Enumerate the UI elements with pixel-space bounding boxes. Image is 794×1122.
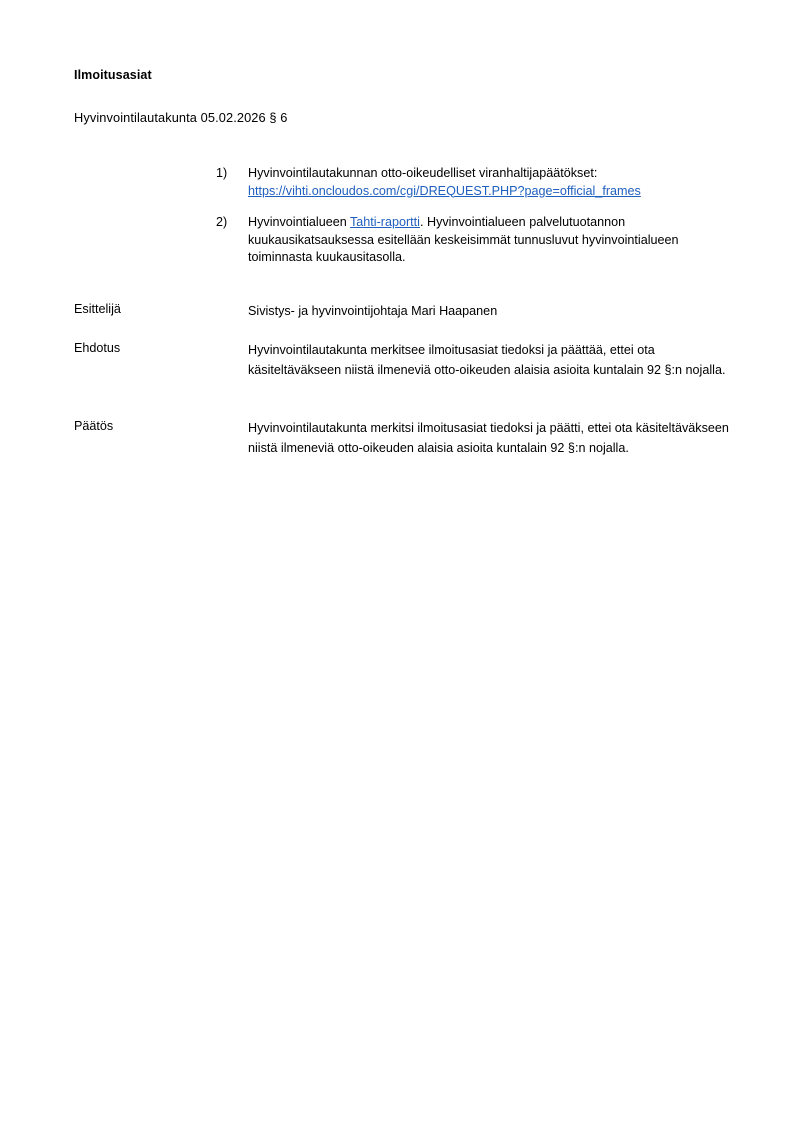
list-item — [216, 165, 744, 200]
page-title: Ilmoitusasiat — [74, 68, 152, 82]
section-label: Päätös — [74, 419, 114, 433]
decision-register-link[interactable]: https://vihti.oncloudos.com/cgi/DREQUEST.PHP?page=official_frames — [248, 183, 641, 198]
tahti-raportti-link[interactable]: Tahti-raportti — [349, 215, 420, 229]
section-label: Ehdotus — [74, 341, 121, 355]
section-body: Hyvinvointilautakunta merkitsee ilmoitusasiat tiedoksi ja päättää, ettei ota käsiteltäväkseen niistä ilmeneviä otto-oikeuden alaisia asioita kuntalain 92 §:n nojalla. — [248, 343, 726, 377]
document-subtitle: Hyvinvointilautakunta 05.02.2026 § 6 — [74, 110, 288, 125]
list-item-text: Hyvinvointilautakunnan otto-oikeudelliset viranhaltijapäätökset: — [248, 166, 598, 180]
list-item-number: 2) — [216, 215, 228, 229]
list-item-text-after: . Hyvinvointialueen palvelutuotannon kuukausikatsauksessa esitellään keskeisimmät tunnusluvut hyvinvointialueen toiminnasta kuukausitasolla. — [248, 215, 679, 264]
section-body: Sivistys- ja hyvinvointijohtaja Mari Haapanen — [248, 304, 498, 318]
list-item-text-before: Hyvinvointialueen — [248, 215, 350, 229]
section-body: Hyvinvointilautakunta merkitsi ilmoitusasiat tiedoksi ja päätti, ettei ota käsiteltäväkseen niistä ilmeneviä otto-oikeuden alaisia asioita kuntalain 92 §:n nojalla. — [248, 421, 729, 455]
section-label: Esittelijä — [74, 302, 121, 316]
list-item — [216, 214, 744, 267]
notification-list — [216, 165, 744, 281]
list-item-number: 1) — [216, 166, 228, 180]
